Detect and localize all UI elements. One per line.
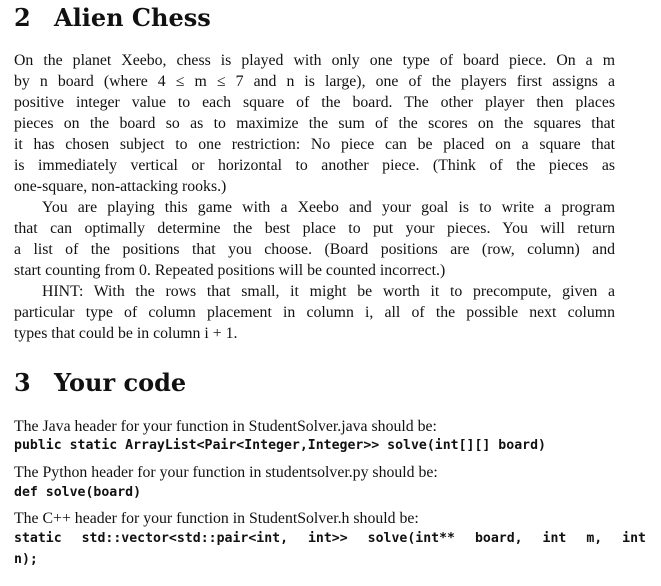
paragraph-line: On the planet Xeebo, chess is played with only one type of board piece. On a m	[14, 52, 615, 69]
paragraph-line: pieces on the board so as to maximize the sum of the scores on the squares that	[14, 115, 615, 132]
section-title: Alien Chess	[54, 3, 211, 32]
section-heading-alien-chess	[14, 4, 211, 32]
paragraph-line: that can optimally determine the best place to put your pieces. You will return	[14, 220, 615, 237]
paragraph-line: You are playing this game with a Xeebo and your goal is to write a program	[42, 199, 615, 216]
cpp-code-line: static std::vector<std::pair<int, int>> solve(int** board, int m, int	[14, 531, 646, 546]
python-header-intro: The Python header for your function in studentsolver.py should be:	[14, 464, 438, 481]
section-heading-your-code	[14, 369, 186, 397]
hint-line: particular type of column placement in column i, all of the possible next column	[14, 304, 615, 321]
hint-line: types that could be in column i + 1.	[14, 325, 238, 342]
section-number: 3	[14, 368, 31, 397]
hint-line: HINT: With the rows that small, it might be worth it to precompute, given a	[42, 283, 615, 300]
paragraph-line: a list of the positions that you choose. (Board positions are (row, column) and	[14, 241, 615, 258]
section-number: 2	[14, 3, 31, 32]
paragraph-line: positive integer value to each square of the board. The other player then places	[14, 94, 615, 111]
paragraph-line: is immediately vertical or horizontal to another piece. (Think of the pieces as	[14, 157, 615, 174]
paragraph-line: start counting from 0. Repeated positions will be counted incorrect.)	[14, 262, 446, 279]
paragraph-line: by n board (where 4 ≤ m ≤ 7 and n is large), one of the players first assigns a	[14, 73, 615, 90]
cpp-code-line: n);	[14, 552, 38, 567]
section-title: Your code	[54, 368, 187, 397]
java-header-intro: The Java header for your function in StudentSolver.java should be:	[14, 418, 437, 435]
paragraph-line: it has chosen subject to one restriction: No piece can be placed on a square that	[14, 136, 615, 153]
python-code-line: def solve(board)	[14, 485, 142, 500]
paragraph-line: one-square, non-attacking rooks.)	[14, 178, 227, 195]
java-code-line: public static ArrayList<Pair<Integer,Integer>> solve(int[][] board)	[14, 438, 546, 453]
cpp-header-intro: The C++ header for your function in StudentSolver.h should be:	[14, 510, 419, 527]
